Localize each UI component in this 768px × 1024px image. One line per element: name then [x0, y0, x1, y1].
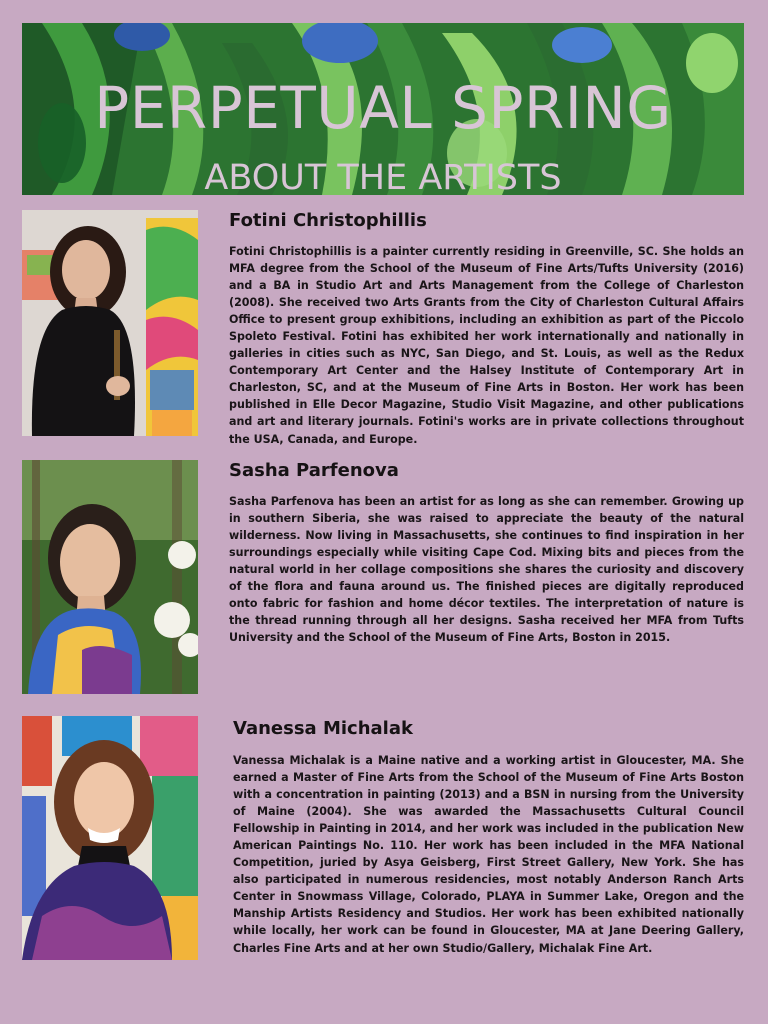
artist-name: Sasha Parfenova: [229, 460, 399, 481]
portrait-photo-icon: [22, 716, 198, 960]
artist-photo: [22, 716, 198, 960]
header-banner: [22, 23, 744, 195]
artist-photo: [22, 460, 198, 694]
portrait-photo-icon: [22, 210, 198, 436]
artist-photo: [22, 210, 198, 436]
artist-bio: Fotini Christophillis is a painter currently residing in Greenville, SC. She holds an MFA degree from the School of the Museum of Fine Arts/Tufts University (2016) and a BA in Studio Art and Arts Management from the College of Charleston (2008). She received two Arts Grants from the City of Charleston Cultural Affairs Office to present group exhibitions, including an exhibition as part of the Piccolo Spoleto Festival. Fotini has exhibited her work internationally and nationally in galleries in cities such as NYC, San Diego, and St. Louis, as well as the Redux Contemporary Art Center and the Halsey Institute of Contemporary Art in Charleston, SC, and at the Museum of Fine Arts in Boston. Her work has been published in Elle Decor Magazine, Studio Visit Magazine, and other publications and art and literary journals. Fotini's works are in private collections throughout the USA, Canada, and Europe.: [229, 245, 744, 446]
artist-bio: Sasha Parfenova has been an artist for as long as she can remember. Growing up in southern Siberia, she was raised to appreciate the beauty of the natural wilderness. Now living in Massachusetts, she continues to find inspiration in her surroundings especially while visiting Cape Cod. Mixing bits and pieces from the natural world in her collage compositions she shares the curiosity and discovery of the flora and fauna around us. The finished pieces are digitally reproduced onto fabric for fashion and home décor textiles. The interpretation of nature is the thread running through all her designs. Sasha received her MFA from Tufts University and the School of the Museum of Fine Arts, Boston in 2015.: [229, 495, 744, 645]
portrait-photo-icon: [22, 460, 198, 694]
artist-bio: Vanessa Michalak is a Maine native and a working artist in Gloucester, MA. She earned a Master of Fine Arts from the School of the Museum of Fine Arts Boston with a concentration in painting (2013) and a BSN in nursing from the University of Maine (2004). She was awarded the Massachusetts Cultural Council Fellowship in Painting in 2014, and her work was included in the publication New American Paintings No. 110. Her work has been included in the MFA National Competition, juried by Asya Geisberg, First Street Gallery, New York. She has also participated in numerous residencies, most notably Anderson Ranch Arts Center in Snowmass Village, Colorado, PLAYA in Summer Lake, Oregon and the Manship Artists Residency and Studios. Her work has been exhibited nationally while locally, her work can be found in Gloucester, MA at Jane Deering Gallery, Charles Fine Arts and at her own Studio/Gallery, Michalak Fine Art.: [233, 754, 744, 955]
page-title: PERPETUAL SPRING: [94, 74, 672, 142]
artist-name: Fotini Christophillis: [229, 210, 427, 231]
page-subtitle: ABOUT THE ARTISTS: [204, 158, 562, 195]
artist-name: Vanessa Michalak: [233, 718, 413, 739]
